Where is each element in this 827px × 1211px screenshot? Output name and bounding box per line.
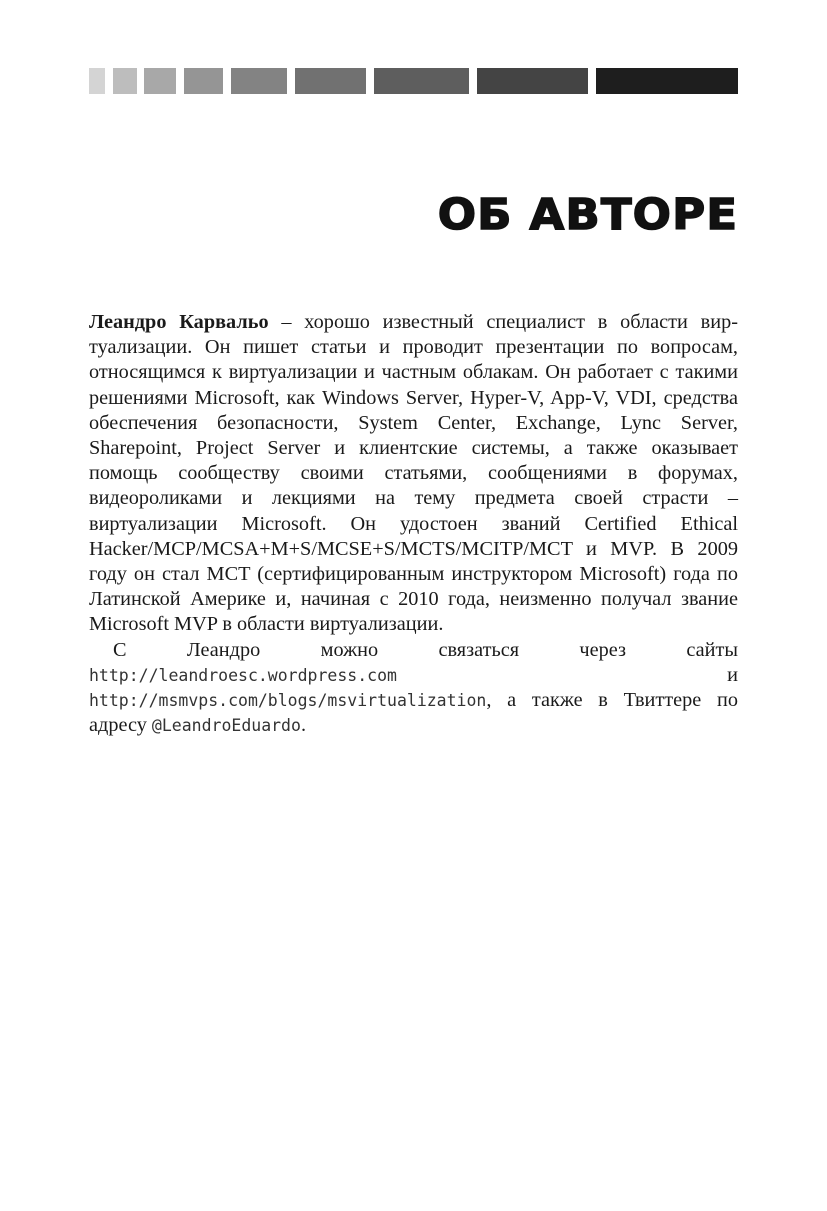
contact-intro: С Леандро можно связаться через сайты [113,638,738,661]
twitter-intro: , а также в Твиттере по адресу [89,689,738,737]
sentence-end: . [300,714,307,737]
author-name: Леандро Карвальо [89,311,269,333]
website-link-1[interactable]: http://leandroesc.wordpress.com [89,665,397,685]
contact-conjunction: и [396,663,738,686]
bar-segment [89,68,105,94]
twitter-handle[interactable]: @LeandroEduardo [151,716,301,736]
bar-segment [295,68,366,94]
bar-segment [184,68,223,94]
bar-segment [477,68,588,94]
bio-paragraph-2 [89,638,738,739]
header-gradient-bar [89,68,738,94]
page-title: ОБ АВТОРЕ [437,190,738,240]
bio-paragraph-1 [89,310,738,638]
website-link-2[interactable]: http://msmvps.com/blogs/msvirtualization [89,691,487,711]
bar-segment [596,68,738,94]
bar-segment [144,68,176,94]
bar-segment [231,68,287,94]
bio-text: – хорошо известный специалист в области виртуализации. Он пишет статьи и проводит презентации по вопросам, относящимся к виртуализации и частным облакам. Он работает с такими решениями Microsoft, как Windows Server, Hyper-V, App-V, VDI, средства обеспечения безопасности, System Center, Exchange, Lync Server, Sharepoint, Project Server и клиентские системы, а также оказывает помощь сообществу своими статьями, сообщениями в форумах, видеороликами и лекциями на тему предмета своей страсти – виртуализации Microsoft. Он удостоен званий Certified Ethical Hacker/MCP/MCSA+M+S/MCSE+S/MCTS/MCITP/MCT и MVP. В 2009 году он стал MCT (сертифицированным инструктором Microsoft) года по Латинской Америке и, начиная с 2010 года, неизменно получал звание Microsoft MVP в области виртуализации. [89,311,738,636]
bar-segment [374,68,469,94]
author-bio [89,310,738,738]
bar-segment [113,68,137,94]
